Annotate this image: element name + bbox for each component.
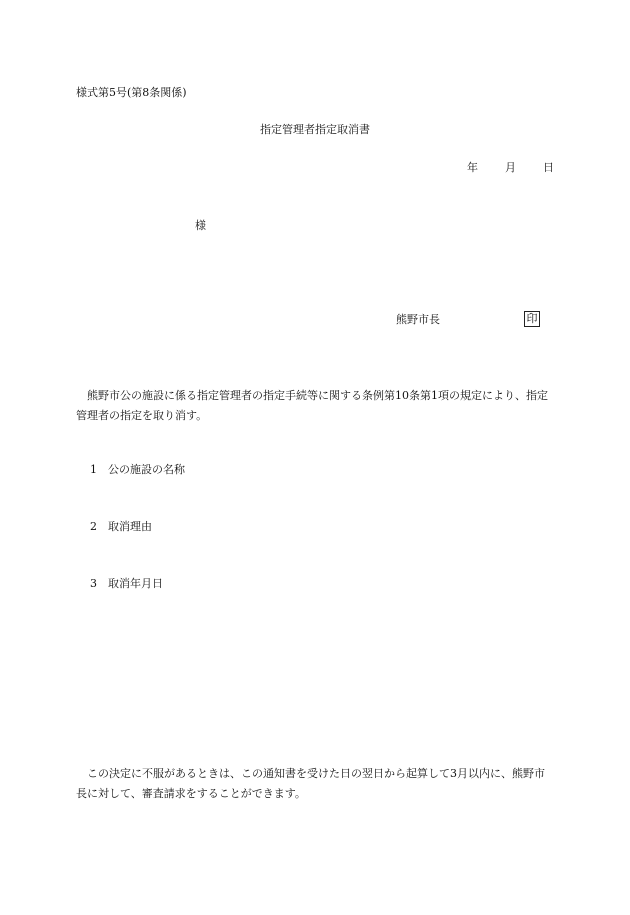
addressee-honorific: 様 (195, 219, 206, 232)
issuer-name: 熊野市長 (396, 313, 440, 326)
list-item (90, 520, 152, 534)
item-number: 1 (90, 463, 97, 476)
item-label: 取消理由 (108, 520, 152, 533)
date-year-label: 年 (467, 161, 478, 174)
item-label: 取消年月日 (108, 577, 163, 590)
date-month-label: 月 (505, 161, 516, 174)
document-title: 指定管理者指定取消書 (260, 123, 370, 136)
list-item (90, 463, 185, 477)
appeal-notice: この決定に不服があるときは、この通知書を受けた日の翌日から起算して3月以内に、熊野市長に対して、審査請求をすることができます。 (76, 767, 545, 800)
item-number: 3 (90, 577, 97, 590)
date-day-label: 日 (543, 161, 554, 174)
item-label: 公の施設の名称 (108, 463, 185, 476)
list-item (90, 577, 163, 591)
seal-mark: 印 (524, 311, 540, 327)
form-number: 様式第5号(第8条関係) (76, 86, 187, 99)
item-number: 2 (90, 520, 97, 533)
body-paragraph: 熊野市公の施設に係る指定管理者の指定手続等に関する条例第10条第1項の規定により、指定管理者の指定を取り消す。 (76, 389, 548, 422)
date-row (467, 161, 554, 175)
